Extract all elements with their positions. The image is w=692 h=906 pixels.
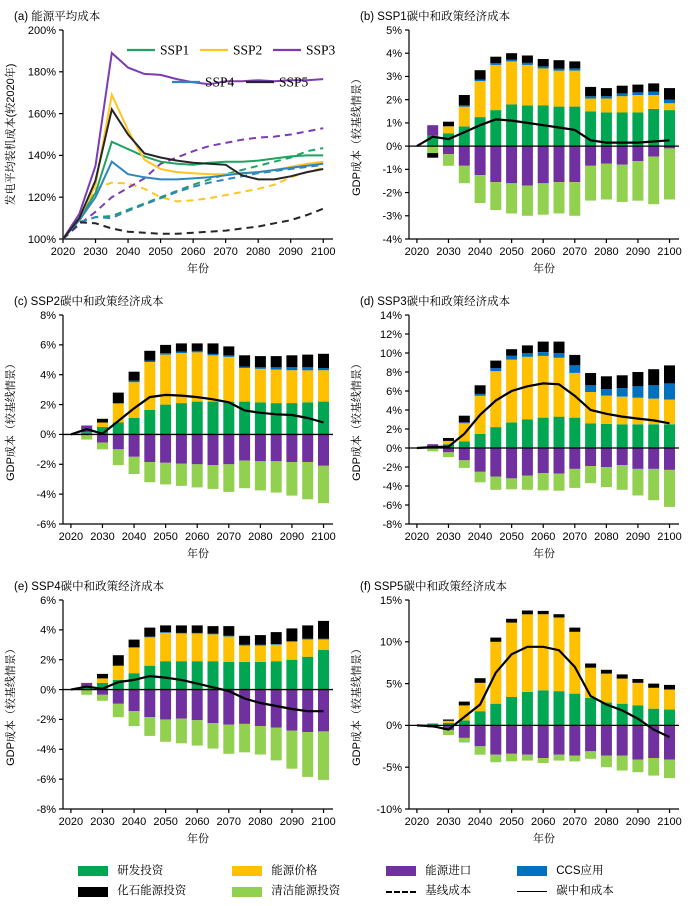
svg-text:0%: 0% xyxy=(386,720,402,732)
svg-text:2060: 2060 xyxy=(531,246,555,258)
svg-text:6%: 6% xyxy=(40,340,56,352)
legend-label-energy-import: 能源进口 xyxy=(425,866,471,878)
svg-text:2080: 2080 xyxy=(246,246,270,258)
svg-text:-1%: -1% xyxy=(382,164,402,176)
svg-text:4%: 4% xyxy=(386,48,402,60)
svg-text:-5%: -5% xyxy=(382,762,402,774)
svg-text:-2%: -2% xyxy=(36,714,56,726)
svg-text:120%: 120% xyxy=(28,192,56,204)
svg-text:2020: 2020 xyxy=(405,816,429,828)
svg-text:SSP2: SSP2 xyxy=(233,43,262,58)
svg-text:2100: 2100 xyxy=(657,816,681,828)
svg-text:年份: 年份 xyxy=(533,261,555,275)
svg-text:2100: 2100 xyxy=(311,531,335,543)
svg-text:2060: 2060 xyxy=(185,531,209,543)
svg-text:-2%: -2% xyxy=(382,462,402,474)
panel-a-energy-average-cost xyxy=(0,0,346,285)
svg-text:3%: 3% xyxy=(386,71,402,83)
fossil-investment-swatch xyxy=(78,887,108,897)
svg-text:0%: 0% xyxy=(386,443,402,455)
svg-text:2030: 2030 xyxy=(83,246,107,258)
svg-text:2%: 2% xyxy=(386,424,402,436)
svg-text:2030: 2030 xyxy=(436,531,460,543)
baseline-cost-dashed-line-swatch xyxy=(386,891,416,893)
carbon-neutral-cost-line-swatch xyxy=(517,891,547,892)
svg-text:2090: 2090 xyxy=(626,816,650,828)
svg-text:0%: 0% xyxy=(40,429,56,441)
svg-text:发电平均装机成本(较2020年): 发电平均装机成本(较2020年) xyxy=(3,64,17,206)
panel-c-title: (c) SSP2碳中和政策经济成本 xyxy=(0,285,346,307)
svg-text:SSP4: SSP4 xyxy=(205,75,235,90)
panel-a-title: (a) 能源平均成本 xyxy=(0,0,346,22)
svg-text:100%: 100% xyxy=(28,234,56,246)
svg-text:2080: 2080 xyxy=(594,816,618,828)
svg-text:6%: 6% xyxy=(40,595,56,607)
panel-c-ssp2-cost xyxy=(0,285,346,570)
panel-b-chart-canvas xyxy=(346,22,692,285)
svg-text:2050: 2050 xyxy=(148,246,172,258)
svg-text:2090: 2090 xyxy=(278,246,302,258)
svg-text:0%: 0% xyxy=(40,684,56,696)
svg-text:-2%: -2% xyxy=(36,459,56,471)
legend-label-fossil-investment: 化石能源投资 xyxy=(117,886,186,898)
panel-f-chart-canvas xyxy=(346,592,692,855)
panel-e-chart-canvas xyxy=(0,592,346,855)
svg-text:SSP1: SSP1 xyxy=(160,43,189,58)
clean-energy-investment-swatch xyxy=(232,887,262,897)
legend-item-ccs-application xyxy=(517,866,614,878)
svg-text:GDP成本（较基线情景）: GDP成本（较基线情景） xyxy=(349,73,363,196)
svg-text:2040: 2040 xyxy=(468,531,492,543)
svg-text:2050: 2050 xyxy=(153,816,177,828)
panel-f-ssp5-cost xyxy=(346,570,692,855)
rd-investment-swatch xyxy=(78,866,108,876)
legend-label-clean-energy-investment: 清洁能源投资 xyxy=(271,886,340,898)
legend-item-energy-price xyxy=(232,866,340,878)
svg-text:2070: 2070 xyxy=(563,246,587,258)
svg-text:2030: 2030 xyxy=(436,246,460,258)
legend-label-rd-investment: 研发投资 xyxy=(117,866,163,878)
panel-d-ssp3-cost xyxy=(346,285,692,570)
svg-text:年份: 年份 xyxy=(187,546,209,560)
legend-label-energy-price: 能源价格 xyxy=(271,866,317,878)
svg-text:4%: 4% xyxy=(386,405,402,417)
svg-text:2090: 2090 xyxy=(280,531,304,543)
svg-text:-6%: -6% xyxy=(36,519,56,531)
svg-text:2030: 2030 xyxy=(90,531,114,543)
svg-text:-4%: -4% xyxy=(36,744,56,756)
svg-text:2080: 2080 xyxy=(248,816,272,828)
svg-text:2060: 2060 xyxy=(181,246,205,258)
svg-text:2060: 2060 xyxy=(531,816,555,828)
legend-item-clean-energy-investment xyxy=(232,886,340,898)
svg-text:2020: 2020 xyxy=(59,531,83,543)
svg-text:2040: 2040 xyxy=(122,531,146,543)
svg-text:-10%: -10% xyxy=(376,804,402,816)
panel-f-title: (f) SSP5碳中和政策经济成本 xyxy=(346,570,692,592)
svg-text:2080: 2080 xyxy=(594,246,618,258)
svg-text:180%: 180% xyxy=(28,67,56,79)
svg-text:2030: 2030 xyxy=(436,816,460,828)
svg-text:2050: 2050 xyxy=(499,531,523,543)
ccs-application-swatch xyxy=(517,866,547,876)
svg-text:年份: 年份 xyxy=(187,261,209,275)
svg-text:8%: 8% xyxy=(40,310,56,322)
svg-text:2020: 2020 xyxy=(51,246,75,258)
panel-d-chart-canvas xyxy=(346,307,692,570)
svg-text:200%: 200% xyxy=(28,25,56,37)
panel-c-chart-canvas xyxy=(0,307,346,570)
svg-text:-8%: -8% xyxy=(382,519,402,531)
svg-text:6%: 6% xyxy=(386,386,402,398)
svg-text:GDP成本（较基线情景）: GDP成本（较基线情景） xyxy=(349,643,363,766)
svg-text:2050: 2050 xyxy=(499,816,523,828)
panel-b-ssp1-cost xyxy=(346,0,692,285)
svg-text:2090: 2090 xyxy=(626,246,650,258)
svg-text:0%: 0% xyxy=(386,141,402,153)
svg-text:GDP成本（较基线情景）: GDP成本（较基线情景） xyxy=(3,643,17,766)
svg-text:2100: 2100 xyxy=(311,816,335,828)
svg-text:5%: 5% xyxy=(386,678,402,690)
svg-text:2020: 2020 xyxy=(405,246,429,258)
svg-text:2070: 2070 xyxy=(217,816,241,828)
figure-legend xyxy=(0,855,692,906)
svg-text:4%: 4% xyxy=(40,370,56,382)
svg-text:GDP成本（较基线情景）: GDP成本（较基线情景） xyxy=(3,358,17,481)
svg-text:年份: 年份 xyxy=(187,831,209,845)
svg-text:-6%: -6% xyxy=(36,774,56,786)
svg-text:15%: 15% xyxy=(380,595,402,607)
svg-text:SSP3: SSP3 xyxy=(306,43,336,58)
svg-text:2040: 2040 xyxy=(116,246,140,258)
svg-text:2100: 2100 xyxy=(311,246,335,258)
svg-text:4%: 4% xyxy=(40,625,56,637)
svg-text:14%: 14% xyxy=(380,310,402,322)
svg-text:2040: 2040 xyxy=(468,816,492,828)
legend-item-fossil-investment xyxy=(78,886,186,898)
svg-text:2060: 2060 xyxy=(531,531,555,543)
legend-item-carbon-neutral-cost xyxy=(517,886,614,898)
svg-text:2050: 2050 xyxy=(153,531,177,543)
svg-text:2030: 2030 xyxy=(90,816,114,828)
svg-text:-2%: -2% xyxy=(382,187,402,199)
legend-label-carbon-neutral-cost: 碳中和成本 xyxy=(556,886,614,898)
svg-text:2100: 2100 xyxy=(657,531,681,543)
svg-text:2040: 2040 xyxy=(122,816,146,828)
energy-price-swatch xyxy=(232,866,262,876)
svg-text:2020: 2020 xyxy=(59,816,83,828)
svg-text:-6%: -6% xyxy=(382,500,402,512)
svg-text:10%: 10% xyxy=(380,637,402,649)
panel-b-title: (b) SSP1碳中和政策经济成本 xyxy=(346,0,692,22)
legend-item-rd-investment xyxy=(78,866,186,878)
panel-d-title: (d) SSP3碳中和政策经济成本 xyxy=(346,285,692,307)
svg-text:2070: 2070 xyxy=(563,816,587,828)
legend-item-energy-import xyxy=(386,866,471,878)
legend-label-baseline-cost: 基线成本 xyxy=(425,886,471,898)
svg-text:-4%: -4% xyxy=(382,234,402,246)
svg-text:10%: 10% xyxy=(380,348,402,360)
panel-a-chart-canvas xyxy=(0,22,346,285)
svg-text:2%: 2% xyxy=(40,399,56,411)
panel-e-ssp4-cost xyxy=(0,570,346,855)
svg-text:-4%: -4% xyxy=(36,489,56,501)
svg-text:-4%: -4% xyxy=(382,481,402,493)
svg-text:2%: 2% xyxy=(386,94,402,106)
svg-text:8%: 8% xyxy=(386,367,402,379)
svg-text:2070: 2070 xyxy=(213,246,237,258)
svg-text:2100: 2100 xyxy=(657,246,681,258)
svg-text:-3%: -3% xyxy=(382,211,402,223)
svg-text:140%: 140% xyxy=(28,150,56,162)
svg-text:2060: 2060 xyxy=(185,816,209,828)
legend-item-baseline-cost xyxy=(386,886,471,898)
svg-text:SSP5: SSP5 xyxy=(279,75,309,90)
energy-import-swatch xyxy=(386,866,416,876)
svg-text:GDP成本（较基线情景）: GDP成本（较基线情景） xyxy=(349,358,363,481)
svg-text:2050: 2050 xyxy=(499,246,523,258)
svg-text:1%: 1% xyxy=(386,118,402,130)
svg-text:2080: 2080 xyxy=(594,531,618,543)
svg-text:年份: 年份 xyxy=(533,831,555,845)
svg-text:2%: 2% xyxy=(40,655,56,667)
legend-label-ccs-application: CCS应用 xyxy=(556,866,603,878)
svg-text:12%: 12% xyxy=(380,329,402,341)
svg-text:2040: 2040 xyxy=(468,246,492,258)
panel-e-title: (e) SSP4碳中和政策经济成本 xyxy=(0,570,346,592)
svg-text:2070: 2070 xyxy=(563,531,587,543)
svg-text:2090: 2090 xyxy=(626,531,650,543)
svg-text:2080: 2080 xyxy=(248,531,272,543)
svg-text:-8%: -8% xyxy=(36,804,56,816)
svg-text:年份: 年份 xyxy=(533,546,555,560)
svg-text:5%: 5% xyxy=(386,25,402,37)
svg-text:2070: 2070 xyxy=(217,531,241,543)
svg-text:160%: 160% xyxy=(28,108,56,120)
svg-text:2020: 2020 xyxy=(405,531,429,543)
svg-text:2090: 2090 xyxy=(280,816,304,828)
